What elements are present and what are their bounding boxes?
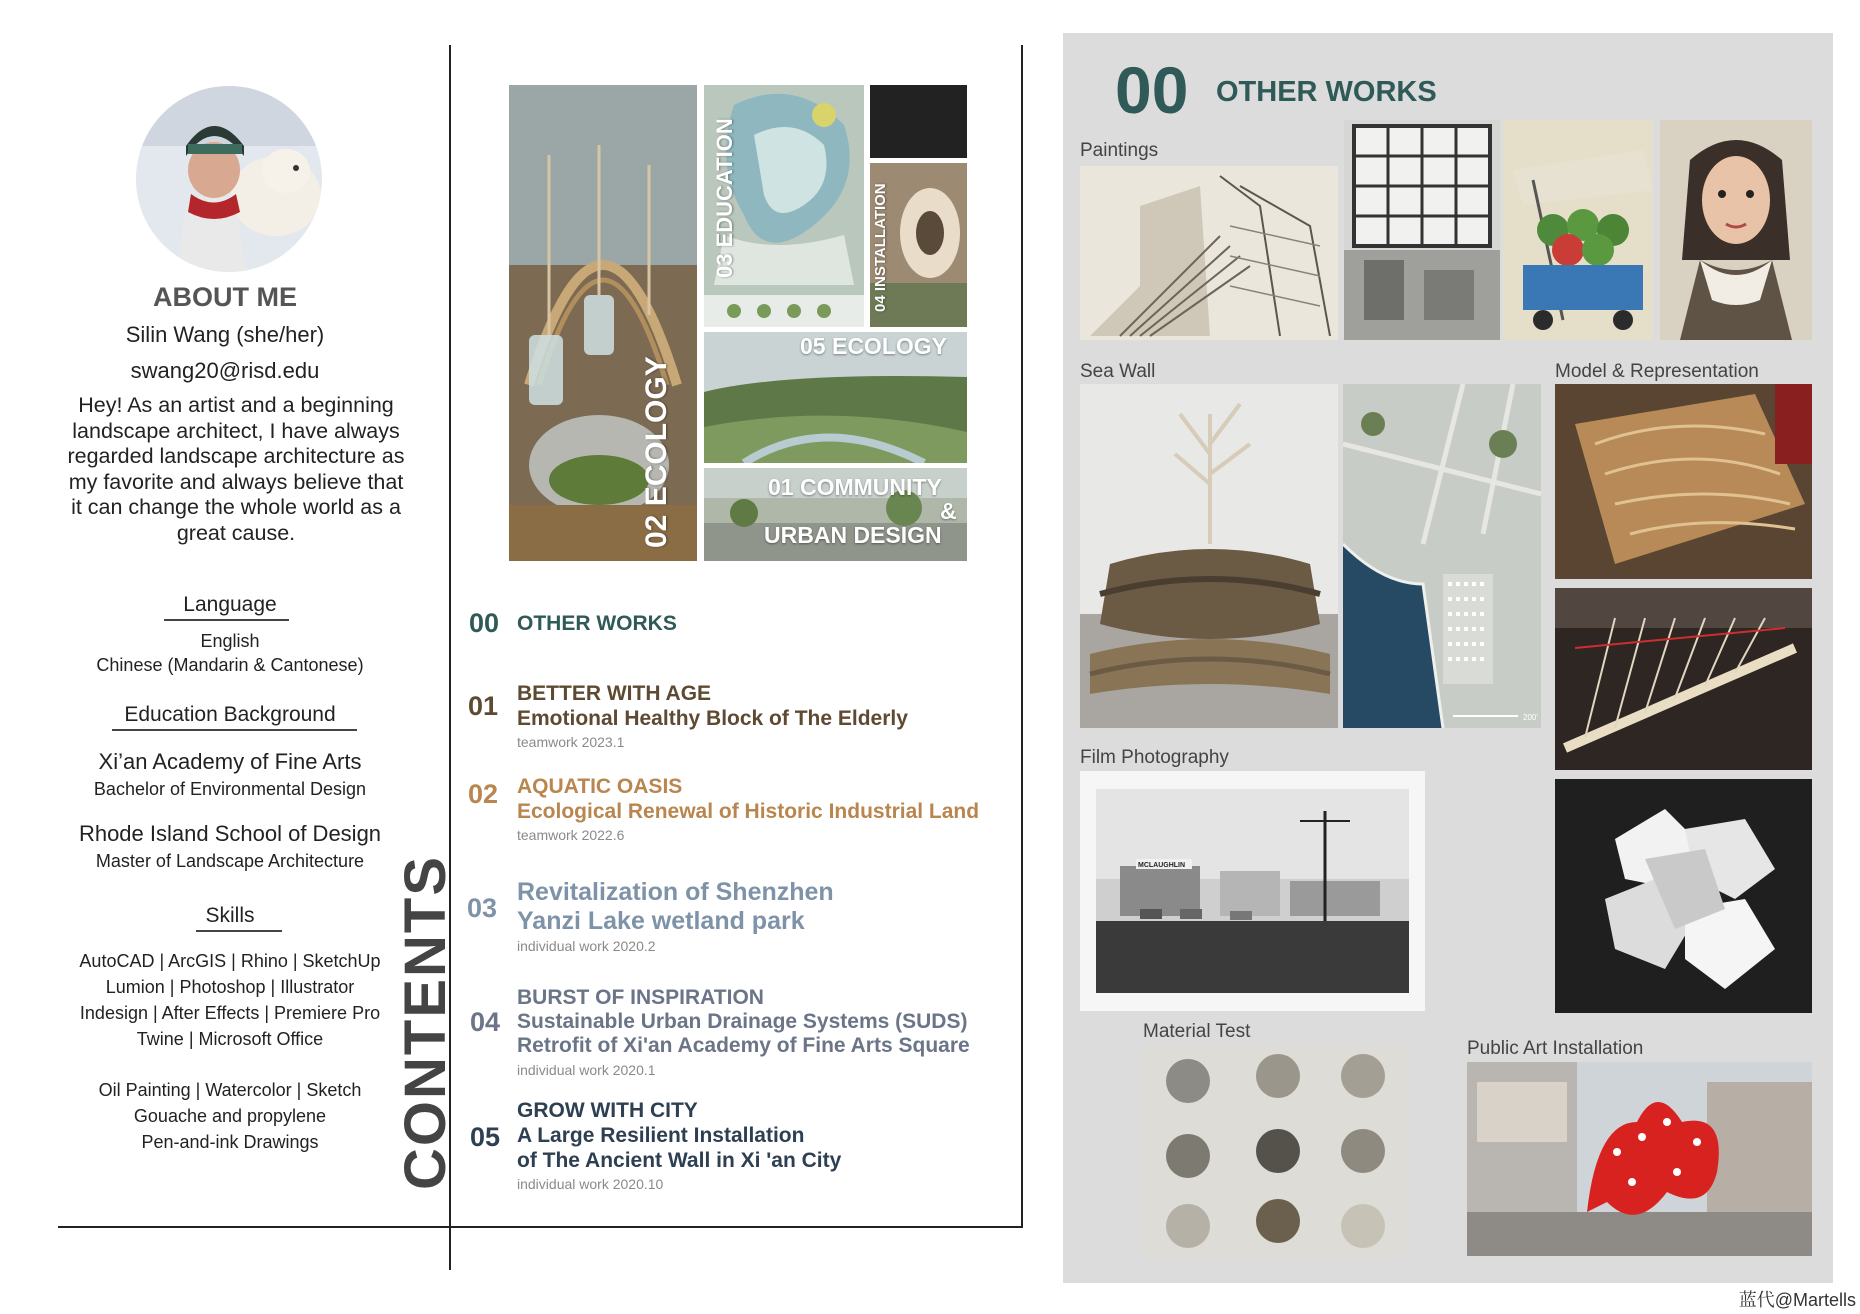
contents-03-subtitle: Yanzi Lake wetland park bbox=[517, 907, 805, 935]
model-terrain-photo[interactable] bbox=[1555, 384, 1812, 579]
watermark: 蓝代@Martells bbox=[1738, 1290, 1856, 1310]
film-store-sign: MCLAUGHLIN bbox=[1138, 862, 1186, 869]
contents-01-number: 01 bbox=[468, 691, 499, 721]
about-email[interactable]: swang20@risd.edu bbox=[130, 358, 320, 383]
collage-label-ecology-05: 05 ECOLOGY bbox=[800, 333, 947, 359]
collage-label-urban-design: URBAN DESIGN bbox=[764, 522, 942, 548]
contents-04-subtitle: Sustainable Urban Drainage Systems (SUDS) bbox=[517, 1010, 968, 1033]
contents-02-subtitle: Ecological Renewal of Historic Industrial Land bbox=[517, 800, 980, 823]
contents-05-title[interactable]: GROW WITH CITY bbox=[517, 1099, 698, 1122]
collage-label-education: 03 EDUCATION bbox=[712, 118, 737, 278]
education-school: Rhode Island School of Design bbox=[78, 821, 382, 846]
contents-05-subtitle-2: of The Ancient Wall in Xi 'an City bbox=[517, 1149, 842, 1172]
education-degree: Master of Landscape Architecture bbox=[95, 851, 365, 871]
language-item: English bbox=[200, 631, 260, 651]
contents-05-number: 05 bbox=[470, 1122, 501, 1152]
other-works-number: 00 bbox=[1115, 53, 1189, 127]
skills-line: Oil Painting | Watercolor | Sketch bbox=[98, 1080, 362, 1100]
sea-wall-model-photo[interactable] bbox=[1080, 384, 1338, 728]
painting-sketch-stairs[interactable] bbox=[1080, 166, 1338, 340]
dark-collage-tile bbox=[870, 85, 967, 158]
about-name: Silin Wang (she/her) bbox=[125, 322, 325, 347]
contents-01-note: teamwork 2023.1 bbox=[517, 734, 625, 750]
language-heading: Language bbox=[183, 593, 277, 616]
skills-heading: Skills bbox=[205, 904, 255, 927]
collage-label-community: 01 COMMUNITY bbox=[768, 474, 942, 500]
language-item: Chinese (Mandarin & Cantonese) bbox=[96, 655, 364, 675]
skills-line: Twine | Microsoft Office bbox=[136, 1029, 324, 1049]
contents-02-number: 02 bbox=[468, 779, 499, 809]
contents-title: CONTENTS bbox=[393, 855, 458, 1190]
contents-04-note: individual work 2020.1 bbox=[517, 1062, 656, 1078]
education-degree: Bachelor of Environmental Design bbox=[93, 779, 367, 799]
skills-line: Gouache and propylene bbox=[133, 1106, 327, 1126]
contents-04-title[interactable]: BURST OF INSPIRATION bbox=[517, 986, 764, 1009]
collage-label-installation: 04 INSTALLATION bbox=[872, 183, 889, 312]
contents-02-note: teamwork 2022.6 bbox=[517, 827, 625, 843]
map-scale-label: 200' bbox=[1523, 713, 1538, 722]
education-heading: Education Background bbox=[124, 703, 336, 726]
material-caption: Material Test bbox=[1143, 1021, 1251, 1042]
film-caption: Film Photography bbox=[1080, 747, 1229, 768]
profile-avatar bbox=[136, 86, 322, 272]
painting-portrait[interactable] bbox=[1660, 120, 1812, 340]
film-photo-frame[interactable] bbox=[1080, 771, 1425, 1011]
contents-03-title[interactable]: Revitalization of Shenzhen bbox=[517, 878, 834, 906]
contents-04-number: 04 bbox=[470, 1007, 501, 1037]
bottom-frame-line bbox=[58, 1226, 1023, 1228]
skills-line: AutoCAD | ArcGIS | Rhino | SketchUp bbox=[79, 951, 381, 971]
education-school: Xi’an Academy of Fine Arts bbox=[98, 749, 362, 774]
education-underline bbox=[112, 729, 357, 731]
other-works-title: OTHER WORKS bbox=[1216, 76, 1437, 108]
contents-01-subtitle: Emotional Healthy Block of The Elderly bbox=[517, 707, 908, 730]
contents-00-title[interactable]: OTHER WORKS bbox=[517, 612, 677, 635]
contents-04-subtitle-2: Retrofit of Xi'an Academy of Fine Arts Square bbox=[517, 1034, 970, 1057]
model-bridge-photo[interactable] bbox=[1555, 588, 1812, 770]
collage-label-ampersand: & bbox=[940, 498, 957, 524]
contents-02-title[interactable]: AQUATIC OASIS bbox=[517, 775, 683, 798]
contents-05-subtitle: A Large Resilient Installation bbox=[517, 1124, 805, 1147]
about-bio: Hey! As an artist and a beginning landscape architect, I have always regarded landscape architecture as my favorite and always believe that it can change the whole world as a great cause. bbox=[67, 393, 405, 545]
contents-03-note: individual work 2020.2 bbox=[517, 938, 656, 954]
sea-wall-aerial-map[interactable] bbox=[1343, 384, 1541, 728]
public-art-caption: Public Art Installation bbox=[1467, 1038, 1644, 1059]
painting-fruit-cart[interactable] bbox=[1503, 120, 1653, 340]
collage-label-ecology-02: 02 ECOLOGY bbox=[640, 356, 673, 548]
right-frame-line bbox=[1021, 45, 1023, 1228]
model-origami-photo[interactable] bbox=[1555, 779, 1812, 1013]
painting-window[interactable] bbox=[1344, 120, 1500, 340]
contents-03-number: 03 bbox=[467, 893, 498, 923]
about-title: ABOUT ME bbox=[153, 282, 297, 312]
skills-underline bbox=[196, 930, 282, 932]
material-test-photo[interactable] bbox=[1143, 1046, 1407, 1256]
model-caption: Model & Representation bbox=[1555, 361, 1759, 382]
skills-line: Lumion | Photoshop | Illustrator bbox=[105, 977, 355, 997]
contents-05-note: individual work 2020.10 bbox=[517, 1176, 664, 1192]
skills-line: Pen-and-ink Drawings bbox=[141, 1132, 319, 1152]
sea-wall-caption: Sea Wall bbox=[1080, 361, 1156, 382]
public-art-photo[interactable] bbox=[1467, 1062, 1812, 1256]
language-underline bbox=[164, 619, 289, 621]
contents-00-number: 00 bbox=[469, 608, 500, 638]
skills-line: Indesign | After Effects | Premiere Pro bbox=[79, 1003, 381, 1023]
paintings-caption: Paintings bbox=[1080, 140, 1159, 161]
contents-01-title[interactable]: BETTER WITH AGE bbox=[517, 682, 712, 705]
